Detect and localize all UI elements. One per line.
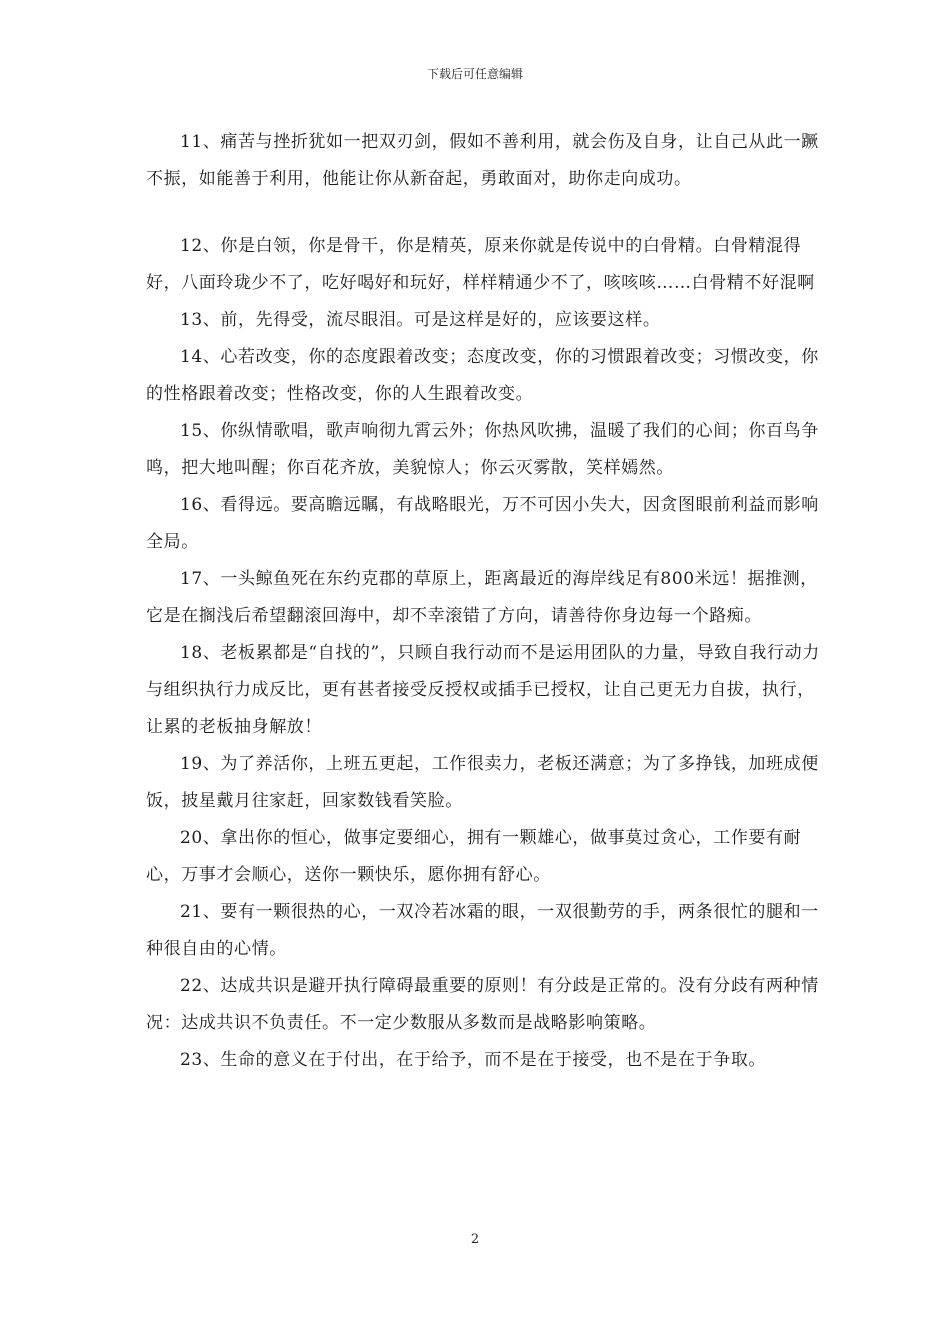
paragraph-23: 23、生命的意义在于付出，在于给予，而不是在于接受，也不是在于争取。 bbox=[180, 1050, 767, 1070]
paragraph-21: 21、要有一颗很热的心，一双冷若冰霜的眼，一双很勤劳的手，两条很忙的腿和一种很自由的心情。 bbox=[146, 902, 819, 959]
paragraph-22: 22、达成共识是避开执行障碍最重要的原则！有分歧是正常的。没有分歧有两种情况：达成共识不负责任。不一定少数服从多数而是战略影响策略。 bbox=[146, 976, 819, 1033]
page-header: 下载后可任意编辑 bbox=[426, 67, 523, 81]
paragraph-12: 12、你是白领，你是骨干，你是精英，原来你就是传说中的白骨精。白骨精混得好，八面玲珑少不了，吃好喝好和玩好，样样精通少不了，咳咳咳……白骨精不好混啊 bbox=[146, 236, 815, 293]
paragraph-20: 20、拿出你的恒心，做事定要细心，拥有一颗雄心，做事莫过贪心，工作要有耐心，万事才会顺心，送你一颗快乐，愿你拥有舒心。 bbox=[146, 828, 802, 885]
paragraph-19: 19、为了养活你，上班五更起，工作很卖力，老板还满意；为了多挣钱，加班成便饭，披星戴月往家赶，回家数钱看笑脸。 bbox=[146, 754, 819, 811]
paragraph-13: 13、前，先得受，流尽眼泪。可是这样是好的，应该要这样。 bbox=[180, 310, 661, 330]
paragraph-17: 17、一头鲸鱼死在东约克郡的草原上，距离最近的海岸线足有800米远！据推测，它是在搁浅后希望翻滚回海中，却不幸滚错了方向，请善待你身边每一个路痴。 bbox=[146, 569, 818, 626]
paragraph-18: 18、老板累都是“自找的”，只顾自我行动而不是运用团队的力量，导致自我行动力与组织执行力成反比，更有甚者接受反授权或插手已授权，让自己更无力自拔，执行，让累的老板抽身解放！ bbox=[146, 643, 820, 737]
document-body bbox=[146, 124, 826, 1079]
paragraph-15: 15、你纵情歌唱，歌声响彻九霄云外；你热风吹拂，温暖了我们的心间；你百鸟争鸣，把大地叫醒；你百花齐放，美貌惊人；你云灭雾散，笑样嫣然。 bbox=[146, 421, 819, 478]
paragraph-16: 16、看得远。要高瞻远瞩，有战略眼光，万不可因小失大，因贪图眼前利益而影响全局。 bbox=[146, 495, 819, 552]
page-number: 2 bbox=[470, 1232, 480, 1247]
paragraph-11: 11、痛苦与挫折犹如一把双刃剑，假如不善利用，就会伤及自身，让自己从此一蹶不振，如能善于利用，他能让你从新奋起，勇敢面对，助你走向成功。 bbox=[146, 132, 819, 189]
paragraph-14: 14、心若改变，你的态度跟着改变；态度改变，你的习惯跟着改变；习惯改变，你的性格跟着改变；性格改变，你的人生跟着改变。 bbox=[146, 347, 819, 404]
